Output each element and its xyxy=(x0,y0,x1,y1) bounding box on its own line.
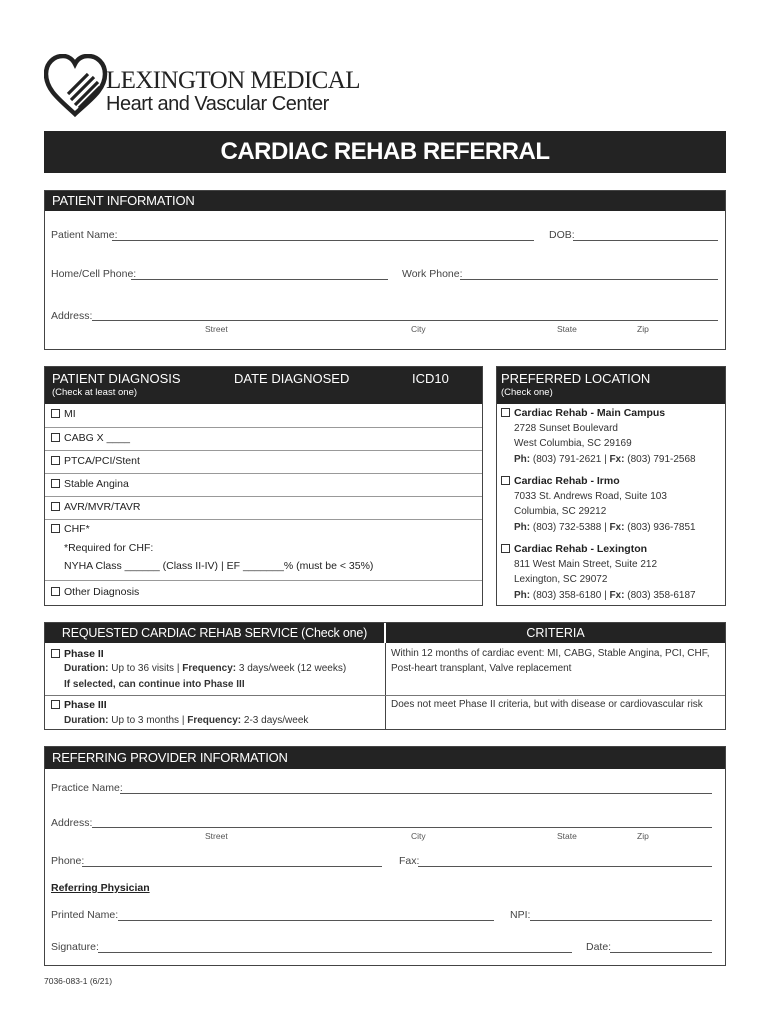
phone-value: (803) 358-6180 xyxy=(532,590,602,601)
location-addr1: 811 West Main Street, Suite 212 xyxy=(514,559,658,570)
location-irmo[interactable] xyxy=(501,475,620,487)
row-divider xyxy=(45,473,482,474)
phone-label: Ph: xyxy=(514,590,531,601)
diagnosis-mi[interactable] xyxy=(51,408,76,420)
home-phone-label: Home/Cell Phone: xyxy=(51,268,137,280)
checkbox[interactable] xyxy=(501,408,510,417)
work-phone-field[interactable] xyxy=(460,279,718,280)
location-name: Cardiac Rehab - Irmo xyxy=(514,475,620,487)
phase-name: Phase II xyxy=(64,648,104,660)
row-divider xyxy=(45,427,482,428)
provider-section xyxy=(44,746,726,966)
phone-label: Ph: xyxy=(514,454,531,465)
checkbox[interactable] xyxy=(51,502,60,511)
referring-physician-label: Referring Physician xyxy=(51,882,150,894)
printed-name-field[interactable] xyxy=(118,920,494,921)
location-addr1: 7033 St. Andrews Road, Suite 103 xyxy=(514,491,667,502)
diagnosis-label: Stable Angina xyxy=(64,478,129,490)
diagnosis-stable-angina[interactable] xyxy=(51,478,129,490)
form-title: CARDIAC REHAB REFERRAL xyxy=(44,131,726,173)
service-header: REQUESTED CARDIAC REHAB SERVICE (Check one) xyxy=(45,623,384,643)
state-sublabel: State xyxy=(557,324,577,334)
phase2-criteria2: Post-heart transplant, Valve replacement xyxy=(391,663,572,674)
provider-header: REFERRING PROVIDER INFORMATION xyxy=(45,747,725,769)
chf-note2: NYHA Class ______ (Class II-IV) | EF _______% (must be < 35%) xyxy=(64,560,374,572)
practice-name-field[interactable] xyxy=(120,793,712,794)
city-sublabel: City xyxy=(411,831,426,841)
dob-label: DOB: xyxy=(549,229,575,241)
address-label: Address: xyxy=(51,310,93,322)
row-divider xyxy=(45,519,482,520)
phase3-details xyxy=(64,715,308,726)
logo-line2: Heart and Vascular Center xyxy=(106,93,329,115)
location-header: PREFERRED LOCATION xyxy=(501,371,651,386)
patient-name-label: Patient Name: xyxy=(51,229,118,241)
phase3-option[interactable] xyxy=(51,699,107,711)
diagnosis-avr[interactable] xyxy=(51,501,140,513)
npi-label: NPI: xyxy=(510,909,531,921)
frequency-label: Frequency: xyxy=(187,715,242,726)
phase2-details xyxy=(64,663,346,674)
row-divider xyxy=(45,580,482,581)
npi-field[interactable] xyxy=(530,920,712,921)
date-label: Date: xyxy=(586,941,612,953)
separator: | xyxy=(176,663,180,674)
home-phone-field[interactable] xyxy=(131,279,388,280)
zip-sublabel: Zip xyxy=(637,324,649,334)
separator: | xyxy=(604,522,607,533)
street-sublabel: Street xyxy=(205,324,228,334)
checkbox[interactable] xyxy=(51,587,60,596)
location-addr2: Columbia, SC 29212 xyxy=(514,506,607,517)
row-divider xyxy=(45,496,482,497)
phone-label: Ph: xyxy=(514,522,531,533)
diagnosis-header: PATIENT DIAGNOSIS xyxy=(52,371,181,386)
provider-address-label: Address: xyxy=(51,817,93,829)
provider-fax-label: Fax: xyxy=(399,855,420,867)
location-lexington[interactable] xyxy=(501,543,647,555)
row-divider xyxy=(45,450,482,451)
city-sublabel: City xyxy=(411,324,426,334)
location-addr1: 2728 Sunset Boulevard xyxy=(514,423,618,434)
checkbox[interactable] xyxy=(51,433,60,442)
fax-value: (803) 791-2568 xyxy=(627,454,696,465)
location-name: Cardiac Rehab - Lexington xyxy=(514,543,648,555)
duration-label: Duration: xyxy=(64,663,109,674)
phone-value: (803) 732-5388 xyxy=(532,522,602,533)
provider-fax-field[interactable] xyxy=(418,866,712,867)
icd10-header: ICD10 xyxy=(412,371,449,386)
frequency-label: Frequency: xyxy=(182,663,237,674)
location-main-campus[interactable] xyxy=(501,407,665,419)
patient-info-section xyxy=(44,190,726,350)
checkbox[interactable] xyxy=(51,479,60,488)
separator: | xyxy=(604,590,607,601)
printed-name-label: Printed Name: xyxy=(51,909,119,921)
checkbox[interactable] xyxy=(51,456,60,465)
diagnosis-subheader: (Check at least one) xyxy=(52,387,138,398)
diagnosis-other[interactable] xyxy=(51,586,139,598)
phase2-option[interactable] xyxy=(51,648,104,660)
work-phone-label: Work Phone: xyxy=(402,268,463,280)
patient-name-field[interactable] xyxy=(112,240,534,241)
duration-value: Up to 36 visits xyxy=(111,663,175,674)
fax-label: Fx: xyxy=(609,522,625,533)
checkbox[interactable] xyxy=(501,476,510,485)
date-diagnosed-header: DATE DIAGNOSED xyxy=(234,371,350,386)
diagnosis-label: AVR/MVR/TAVR xyxy=(64,501,141,513)
fax-label: Fx: xyxy=(609,590,625,601)
patient-info-header: PATIENT INFORMATION xyxy=(45,191,725,211)
diagnosis-chf[interactable] xyxy=(51,523,90,535)
separator: | xyxy=(181,715,185,726)
practice-name-label: Practice Name: xyxy=(51,782,123,794)
checkbox[interactable] xyxy=(501,544,510,553)
phase-name: Phase III xyxy=(64,699,107,711)
location-phone-fax xyxy=(514,454,696,465)
heart-logo-icon xyxy=(44,54,108,120)
state-sublabel: State xyxy=(557,831,577,841)
signature-label: Signature: xyxy=(51,941,99,953)
provider-phone-field[interactable] xyxy=(82,866,382,867)
location-addr2: Lexington, SC 29072 xyxy=(514,574,608,585)
address-field[interactable] xyxy=(92,320,718,321)
diagnosis-label: CABG X ____ xyxy=(64,432,130,444)
phone-value: (803) 791-2621 xyxy=(532,454,602,465)
duration-label: Duration: xyxy=(64,715,109,726)
diagnosis-label: MI xyxy=(64,408,76,420)
phase3-criteria: Does not meet Phase II criteria, but with disease or cardiovascular risk xyxy=(391,699,703,710)
row-divider xyxy=(45,695,725,696)
provider-address-field[interactable] xyxy=(92,827,712,828)
separator: | xyxy=(604,454,607,465)
location-phone-fax xyxy=(514,522,696,533)
date-field[interactable] xyxy=(610,952,712,953)
checkbox[interactable] xyxy=(51,700,60,709)
fax-label: Fx: xyxy=(609,454,625,465)
diagnosis-cabg[interactable] xyxy=(51,432,130,444)
phase2-note: If selected, can continue into Phase III xyxy=(64,679,245,690)
location-subheader: (Check one) xyxy=(501,387,553,398)
diagnosis-label: Other Diagnosis xyxy=(64,586,140,598)
logo xyxy=(44,54,364,120)
zip-sublabel: Zip xyxy=(637,831,649,841)
fax-value: (803) 936-7851 xyxy=(627,522,696,533)
fax-value: (803) 358-6187 xyxy=(627,590,696,601)
frequency-value: 2-3 days/week xyxy=(243,715,309,726)
column-divider xyxy=(385,643,386,729)
diagnosis-label: PTCA/PCI/Stent xyxy=(64,455,140,467)
signature-field[interactable] xyxy=(98,952,572,953)
checkbox[interactable] xyxy=(51,524,60,533)
phase2-criteria1: Within 12 months of cardiac event: MI, CABG, Stable Angina, PCI, CHF, xyxy=(391,648,710,659)
checkbox[interactable] xyxy=(51,649,60,658)
checkbox[interactable] xyxy=(51,409,60,418)
street-sublabel: Street xyxy=(205,831,228,841)
chf-note1: *Required for CHF: xyxy=(64,542,154,554)
form-footer-code: 7036-083-1 (6/21) xyxy=(44,976,113,986)
diagnosis-label: CHF* xyxy=(64,523,90,535)
location-phone-fax xyxy=(514,590,696,601)
provider-phone-label: Phone: xyxy=(51,855,85,867)
location-addr2: West Columbia, SC 29169 xyxy=(514,438,632,449)
frequency-value: 3 days/week (12 weeks) xyxy=(238,663,347,674)
diagnosis-ptca[interactable] xyxy=(51,455,140,467)
duration-value: Up to 3 months xyxy=(111,715,180,726)
location-name: Cardiac Rehab - Main Campus xyxy=(514,407,666,419)
criteria-header: CRITERIA xyxy=(386,623,725,643)
logo-line1: LEXINGTON MEDICAL xyxy=(106,67,360,94)
dob-field[interactable] xyxy=(573,240,718,241)
